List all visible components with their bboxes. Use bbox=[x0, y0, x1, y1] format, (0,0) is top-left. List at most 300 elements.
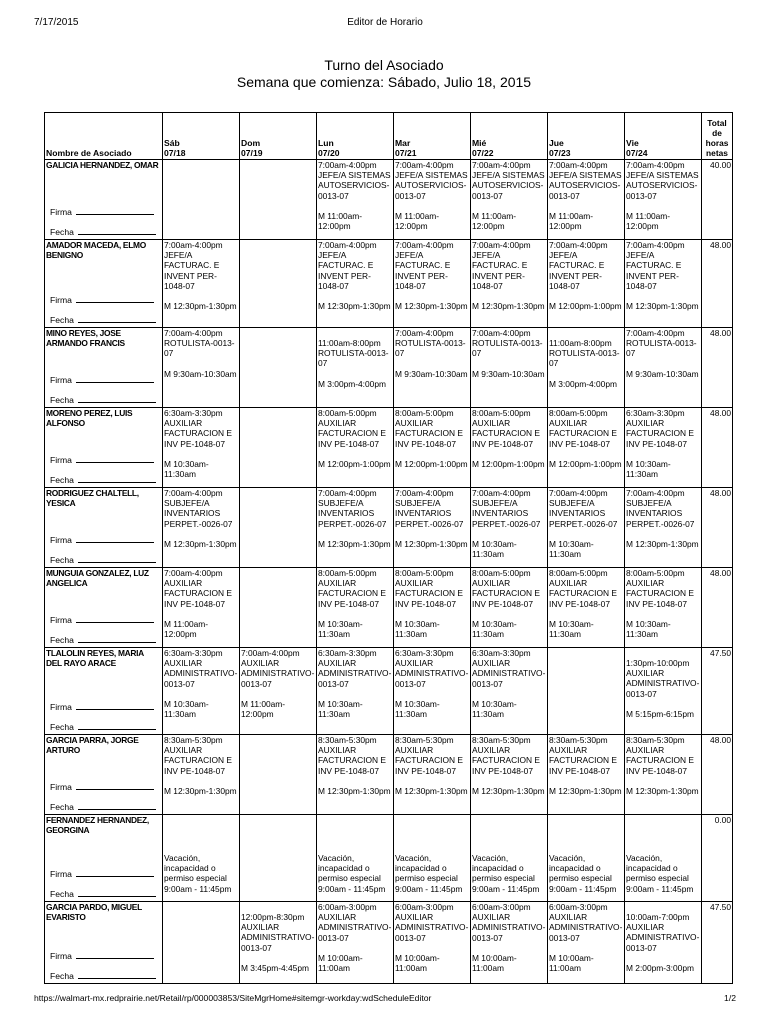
shift-time: 6:00am-3:00pm bbox=[395, 902, 454, 912]
table-row bbox=[45, 240, 733, 328]
table-row bbox=[45, 328, 733, 408]
shift-role: AUXILIAR FACTURACION E INV PE-1048-07 bbox=[549, 745, 617, 776]
date-line bbox=[50, 395, 156, 405]
meal-break: M 10:00am-11:00am bbox=[549, 952, 594, 974]
meal-break: M 12:30pm-1:30pm bbox=[472, 301, 545, 312]
document-title-block bbox=[0, 57, 768, 91]
shift-cell bbox=[548, 568, 625, 648]
date-label: Fecha bbox=[50, 554, 74, 565]
shift-time: 7:00am-4:00pm bbox=[472, 488, 531, 498]
meal-break: M 10:30am-11:30am bbox=[472, 538, 517, 560]
signature-label: Firma bbox=[50, 294, 72, 305]
meal-break: M 10:00am-11:00am bbox=[395, 952, 440, 974]
meal-break: M 10:30am-11:30am bbox=[164, 458, 209, 480]
shift-role: JEFE/A FACTURAC. E INVENT PER-1048-07 bbox=[164, 250, 220, 291]
meal-break: M 5:15pm-6:15pm bbox=[626, 708, 694, 719]
shift-cell bbox=[394, 160, 471, 240]
shift-cell bbox=[471, 648, 548, 735]
meal-break: M 12:30pm-1:30pm bbox=[318, 301, 391, 312]
meal-break: M 12:30pm-1:30pm bbox=[164, 538, 237, 549]
print-header bbox=[34, 17, 736, 31]
shift-role: JEFE/A FACTURAC. E INVENT PER-1048-07 bbox=[549, 250, 605, 291]
date-rule bbox=[78, 729, 156, 730]
shift-role: AUXILIAR ADMINISTRATIVO-0013-07 bbox=[626, 668, 700, 699]
shift-time: 7:00am-4:00pm bbox=[395, 328, 454, 338]
shift-cell bbox=[240, 902, 317, 984]
shift-cell bbox=[317, 568, 394, 648]
shift-cell bbox=[317, 328, 394, 408]
date-line bbox=[50, 315, 156, 325]
shift-cell bbox=[394, 568, 471, 648]
total-hours-header: Total de horas netas bbox=[702, 113, 733, 160]
meal-break: M 12:30pm-1:30pm bbox=[395, 301, 468, 312]
signature-rule bbox=[76, 462, 154, 463]
table-row bbox=[45, 160, 733, 240]
shift-cell bbox=[548, 240, 625, 328]
total-hours: 0.00 bbox=[702, 815, 733, 902]
meal-break: M 12:30pm-1:30pm bbox=[626, 785, 699, 796]
signature-rule bbox=[76, 709, 154, 710]
shift-role: JEFE/A SISTEMAS AUTOSERVICIOS-0013-07 bbox=[549, 170, 622, 201]
shift-cell bbox=[240, 240, 317, 328]
leave-entry: Vacación, incapacidad o permiso especial 9:00am - 11:45pm bbox=[472, 853, 540, 894]
shift-cell bbox=[625, 488, 702, 568]
date-rule bbox=[78, 234, 156, 235]
shift-role: AUXILIAR ADMINISTRATIVO-0013-07 bbox=[241, 658, 315, 689]
leave-entry: Vacación, incapacidad o permiso especial 9:00am - 11:45pm bbox=[626, 853, 694, 894]
shift-role: AUXILIAR FACTURACION E INV PE-1048-07 bbox=[164, 578, 232, 609]
cell-spacer bbox=[318, 328, 392, 338]
shift-role: ROTULISTA-0013-07 bbox=[472, 338, 543, 359]
shift-time: 7:00am-4:00pm bbox=[472, 328, 531, 338]
day-header: Lun 07/20 bbox=[317, 113, 394, 160]
meal-break: M 3:45pm-4:45pm bbox=[241, 962, 309, 973]
day-header: Mar 07/21 bbox=[394, 113, 471, 160]
meal-break: M 9:30am-10:30am bbox=[626, 368, 699, 379]
shift-cell bbox=[394, 902, 471, 984]
shift-time: 8:00am-5:00pm bbox=[472, 568, 531, 578]
shift-role: JEFE/A FACTURAC. E INVENT PER-1048-07 bbox=[395, 250, 451, 291]
shift-cell bbox=[625, 568, 702, 648]
shift-cell bbox=[163, 488, 240, 568]
meal-break: M 9:30am-10:30am bbox=[472, 368, 545, 379]
meal-break: M 12:30pm-1:30pm bbox=[626, 301, 699, 312]
meal-break: M 10:30am-11:30am bbox=[549, 618, 594, 640]
meal-break: M 9:30am-10:30am bbox=[395, 368, 468, 379]
signature-label: Firma bbox=[50, 206, 72, 217]
signature-label: Firma bbox=[50, 534, 72, 545]
employee-name: GARCIA PARRA, JORGE ARTURO bbox=[46, 735, 139, 756]
shift-cell bbox=[625, 735, 702, 815]
shift-cell bbox=[625, 648, 702, 735]
signature-line bbox=[50, 782, 154, 792]
leave-entry: Vacación, incapacidad o permiso especial 9:00am - 11:45pm bbox=[318, 853, 386, 894]
meal-break: M 12:30pm-1:30pm bbox=[549, 785, 622, 796]
date-rule bbox=[78, 322, 156, 323]
date-line bbox=[50, 227, 156, 237]
employee-name: GARCIA PARDO, MIGUEL EVARISTO bbox=[46, 902, 142, 923]
shift-cell bbox=[240, 648, 317, 735]
shift-role: JEFE/A SISTEMAS AUTOSERVICIOS-0013-07 bbox=[472, 170, 545, 201]
meal-break: M 12:00pm-1:00pm bbox=[549, 458, 622, 469]
shift-time: 11:00am-8:00pm bbox=[318, 338, 381, 348]
shift-time: 10:00am-7:00pm bbox=[626, 912, 690, 922]
shift-role: JEFE/A SISTEMAS AUTOSERVICIOS-0013-07 bbox=[395, 170, 468, 201]
shift-cell bbox=[240, 328, 317, 408]
day-header: Vie 07/24 bbox=[625, 113, 702, 160]
shift-time: 7:00am-4:00pm bbox=[549, 240, 608, 250]
shift-cell bbox=[471, 408, 548, 488]
shift-role: AUXILIAR ADMINISTRATIVO-0013-07 bbox=[549, 912, 623, 943]
shift-cell bbox=[548, 648, 625, 735]
shift-cell bbox=[240, 815, 317, 902]
shift-time: 8:30am-5:30pm bbox=[472, 735, 531, 745]
shift-cell bbox=[548, 902, 625, 984]
day-header: Dom 07/19 bbox=[240, 113, 317, 160]
meal-break: M 12:00pm-1:00pm bbox=[472, 458, 545, 469]
shift-time: 6:00am-3:00pm bbox=[472, 902, 531, 912]
meal-break: M 11:00am-12:00pm bbox=[395, 210, 440, 232]
shift-cell bbox=[394, 240, 471, 328]
meal-break: M 10:30am-11:30am bbox=[472, 618, 517, 640]
shift-cell bbox=[548, 408, 625, 488]
header-row bbox=[45, 113, 733, 160]
signature-rule bbox=[76, 958, 154, 959]
signature-rule bbox=[76, 302, 154, 303]
cell-spacer bbox=[241, 902, 315, 912]
date-rule bbox=[78, 482, 156, 483]
shift-time: 8:30am-5:30pm bbox=[549, 735, 608, 745]
total-hours: 48.00 bbox=[702, 735, 733, 815]
shift-cell bbox=[471, 815, 548, 902]
shift-cell bbox=[317, 408, 394, 488]
table-row bbox=[45, 735, 733, 815]
table-row bbox=[45, 902, 733, 984]
shift-cell bbox=[163, 160, 240, 240]
shift-time: 8:30am-5:30pm bbox=[164, 735, 223, 745]
shift-cell bbox=[163, 648, 240, 735]
shift-role: AUXILIAR FACTURACION E INV PE-1048-07 bbox=[549, 578, 617, 609]
shift-cell bbox=[625, 240, 702, 328]
meal-break: M 12:00pm-1:00pm bbox=[318, 458, 391, 469]
shift-time: 8:30am-5:30pm bbox=[395, 735, 454, 745]
shift-cell bbox=[471, 488, 548, 568]
shift-cell bbox=[394, 648, 471, 735]
date-line bbox=[50, 889, 156, 899]
shift-role: SUBJEFE/A INVENTARIOS PERPET.-0026-07 bbox=[395, 498, 464, 529]
cell-spacer bbox=[626, 902, 700, 912]
day-header: Mié 07/22 bbox=[471, 113, 548, 160]
document-title: Turno del Asociado bbox=[324, 57, 444, 73]
shift-role: SUBJEFE/A INVENTARIOS PERPET.-0026-07 bbox=[626, 498, 695, 529]
page-number: 1/2 bbox=[724, 993, 736, 1003]
shift-time: 7:00am-4:00pm bbox=[626, 160, 685, 170]
meal-break: M 12:00pm-1:00pm bbox=[395, 458, 468, 469]
shift-role: AUXILIAR ADMINISTRATIVO-0013-07 bbox=[318, 912, 392, 943]
employee-name: FERNANDEZ HERNANDEZ, GEORGINA bbox=[46, 815, 149, 836]
shift-time: 6:30am-3:30pm bbox=[164, 408, 223, 418]
employee-cell bbox=[45, 902, 163, 984]
date-line bbox=[50, 722, 156, 732]
signature-rule bbox=[76, 214, 154, 215]
signature-rule bbox=[76, 876, 154, 877]
shift-cell bbox=[471, 902, 548, 984]
date-label: Fecha bbox=[50, 314, 74, 325]
shift-cell bbox=[240, 408, 317, 488]
employee-name: MINO REYES, JOSE ARMANDO FRANCIS bbox=[46, 328, 125, 349]
shift-time: 7:00am-4:00pm bbox=[472, 240, 531, 250]
shift-role: AUXILIAR FACTURACION E INV PE-1048-07 bbox=[626, 578, 694, 609]
shift-role: AUXILIAR ADMINISTRATIVO-0013-07 bbox=[318, 658, 392, 689]
shift-time: 8:00am-5:00pm bbox=[395, 408, 454, 418]
signature-line bbox=[50, 295, 154, 305]
date-rule bbox=[78, 896, 156, 897]
meal-break: M 12:30pm-1:30pm bbox=[472, 785, 545, 796]
shift-cell bbox=[163, 568, 240, 648]
day-header: Jue 07/23 bbox=[548, 113, 625, 160]
signature-rule bbox=[76, 542, 154, 543]
shift-role: AUXILIAR ADMINISTRATIVO-0013-07 bbox=[472, 912, 546, 943]
meal-break: M 12:30pm-1:30pm bbox=[164, 301, 237, 312]
meal-break: M 12:30pm-1:30pm bbox=[164, 785, 237, 796]
shift-role: AUXILIAR FACTURACION E INV PE-1048-07 bbox=[318, 578, 386, 609]
shift-role: AUXILIAR FACTURACION E INV PE-1048-07 bbox=[626, 418, 694, 449]
shift-cell bbox=[394, 735, 471, 815]
employee-name: AMADOR MACEDA, ELMO BENIGNO bbox=[46, 240, 146, 261]
meal-break: M 10:30am-11:30am bbox=[626, 618, 671, 640]
date-rule bbox=[78, 809, 156, 810]
employee-cell bbox=[45, 408, 163, 488]
shift-cell bbox=[625, 160, 702, 240]
shift-role: ROTULISTA-0013-07 bbox=[626, 338, 697, 359]
shift-role: ROTULISTA-0013-07 bbox=[395, 338, 466, 359]
signature-rule bbox=[76, 789, 154, 790]
date-line bbox=[50, 802, 156, 812]
date-label: Fecha bbox=[50, 226, 74, 237]
table-row bbox=[45, 568, 733, 648]
shift-time: 7:00am-4:00pm bbox=[549, 160, 608, 170]
meal-break: M 12:00pm-1:00pm bbox=[549, 301, 622, 312]
shift-role: AUXILIAR FACTURACION E INV PE-1048-07 bbox=[164, 418, 232, 449]
date-line bbox=[50, 475, 156, 485]
shift-role: ROTULISTA-0013-07 bbox=[164, 338, 235, 359]
day-header: Sáb 07/18 bbox=[163, 113, 240, 160]
shift-role: AUXILIAR FACTURACION E INV PE-1048-07 bbox=[472, 418, 540, 449]
shift-cell bbox=[163, 902, 240, 984]
shift-cell bbox=[625, 408, 702, 488]
shift-time: 11:00am-8:00pm bbox=[549, 338, 612, 348]
shift-role: AUXILIAR FACTURACION E INV PE-1048-07 bbox=[164, 745, 232, 776]
shift-cell bbox=[625, 815, 702, 902]
shift-time: 7:00am-4:00pm bbox=[164, 328, 223, 338]
shift-role: ROTULISTA-0013-07 bbox=[549, 348, 620, 369]
shift-cell bbox=[317, 815, 394, 902]
employee-cell bbox=[45, 815, 163, 902]
shift-time: 7:00am-4:00pm bbox=[164, 240, 223, 250]
signature-label: Firma bbox=[50, 701, 72, 712]
meal-break: M 12:30pm-1:30pm bbox=[626, 538, 699, 549]
leave-entry: Vacación, incapacidad o permiso especial 9:00am - 11:45pm bbox=[164, 853, 232, 894]
signature-rule bbox=[76, 382, 154, 383]
shift-time: 8:00am-5:00pm bbox=[549, 568, 608, 578]
shift-time: 12:00pm-8:30pm bbox=[241, 912, 305, 922]
shift-cell bbox=[240, 735, 317, 815]
table-row bbox=[45, 488, 733, 568]
signature-line bbox=[50, 869, 154, 879]
date-rule bbox=[78, 562, 156, 563]
meal-break: M 12:30pm-1:30pm bbox=[318, 785, 391, 796]
total-hours: 48.00 bbox=[702, 408, 733, 488]
shift-role: JEFE/A FACTURAC. E INVENT PER-1048-07 bbox=[318, 250, 374, 291]
signature-line bbox=[50, 207, 154, 217]
employee-column-header: Nombre de Asociado bbox=[45, 113, 163, 160]
shift-time: 7:00am-4:00pm bbox=[626, 328, 685, 338]
shift-cell bbox=[625, 902, 702, 984]
total-hours: 47.50 bbox=[702, 902, 733, 984]
employee-name: GALICIA HERNANDEZ, OMAR bbox=[46, 160, 159, 170]
date-rule bbox=[78, 642, 156, 643]
signature-label: Firma bbox=[50, 374, 72, 385]
employee-cell bbox=[45, 648, 163, 735]
shift-role: AUXILIAR FACTURACION E INV PE-1048-07 bbox=[549, 418, 617, 449]
signature-label: Firma bbox=[50, 950, 72, 961]
shift-role: AUXILIAR FACTURACION E INV PE-1048-07 bbox=[395, 745, 463, 776]
shift-cell bbox=[317, 160, 394, 240]
shift-role: AUXILIAR FACTURACION E INV PE-1048-07 bbox=[472, 578, 540, 609]
shift-time: 8:00am-5:00pm bbox=[395, 568, 454, 578]
meal-break: M 3:00pm-4:00pm bbox=[549, 378, 617, 389]
meal-break: M 10:00am-11:00am bbox=[318, 952, 363, 974]
signature-rule bbox=[76, 622, 154, 623]
employee-cell bbox=[45, 568, 163, 648]
shift-role: AUXILIAR ADMINISTRATIVO-0013-07 bbox=[241, 922, 315, 953]
meal-break: M 10:30am-11:30am bbox=[395, 618, 440, 640]
shift-time: 7:00am-4:00pm bbox=[241, 648, 300, 658]
shift-role: SUBJEFE/A INVENTARIOS PERPET.-0026-07 bbox=[318, 498, 387, 529]
employee-cell bbox=[45, 328, 163, 408]
leave-entry: Vacación, incapacidad o permiso especial 9:00am - 11:45pm bbox=[549, 853, 617, 894]
shift-cell bbox=[625, 328, 702, 408]
table-row bbox=[45, 815, 733, 902]
shift-role: AUXILIAR ADMINISTRATIVO-0013-07 bbox=[395, 912, 469, 943]
date-line bbox=[50, 971, 156, 981]
print-footer bbox=[34, 993, 736, 1007]
date-label: Fecha bbox=[50, 801, 74, 812]
total-hours: 48.00 bbox=[702, 240, 733, 328]
date-label: Fecha bbox=[50, 721, 74, 732]
signature-line bbox=[50, 375, 154, 385]
date-line bbox=[50, 635, 156, 645]
schedule-table bbox=[44, 112, 733, 984]
shift-role: AUXILIAR FACTURACION E INV PE-1048-07 bbox=[626, 745, 694, 776]
meal-break: M 10:30am-11:30am bbox=[318, 618, 363, 640]
meal-break: M 10:30am-11:30am bbox=[164, 698, 209, 720]
total-hours: 48.00 bbox=[702, 488, 733, 568]
shift-time: 7:00am-4:00pm bbox=[318, 240, 377, 250]
meal-break: M 11:00am-12:00pm bbox=[626, 210, 671, 232]
shift-time: 6:00am-3:00pm bbox=[318, 902, 377, 912]
table-row bbox=[45, 408, 733, 488]
shift-role: AUXILIAR FACTURACION E INV PE-1048-07 bbox=[395, 418, 463, 449]
shift-time: 8:00am-5:00pm bbox=[318, 408, 377, 418]
total-hours: 48.00 bbox=[702, 328, 733, 408]
cell-spacer bbox=[549, 328, 623, 338]
meal-break: M 9:30am-10:30am bbox=[164, 368, 237, 379]
signature-line bbox=[50, 951, 154, 961]
shift-role: AUXILIAR ADMINISTRATIVO-0013-07 bbox=[395, 658, 469, 689]
shift-time: 6:00am-3:00pm bbox=[549, 902, 608, 912]
shift-role: AUXILIAR FACTURACION E INV PE-1048-07 bbox=[318, 745, 386, 776]
meal-break: M 10:30am-11:30am bbox=[395, 698, 440, 720]
date-label: Fecha bbox=[50, 970, 74, 981]
meal-break: M 10:30am-11:30am bbox=[318, 698, 363, 720]
shift-cell bbox=[471, 328, 548, 408]
meal-break: M 10:30am-11:30am bbox=[472, 698, 517, 720]
shift-cell bbox=[548, 160, 625, 240]
date-label: Fecha bbox=[50, 474, 74, 485]
employee-cell bbox=[45, 240, 163, 328]
meal-break: M 10:30am-11:30am bbox=[626, 458, 671, 480]
signature-line bbox=[50, 455, 154, 465]
total-hours: 40.00 bbox=[702, 160, 733, 240]
shift-time: 7:00am-4:00pm bbox=[395, 240, 454, 250]
shift-cell bbox=[163, 735, 240, 815]
shift-cell bbox=[471, 735, 548, 815]
signature-line bbox=[50, 702, 154, 712]
shift-role: JEFE/A FACTURAC. E INVENT PER-1048-07 bbox=[472, 250, 528, 291]
shift-role: JEFE/A SISTEMAS AUTOSERVICIOS-0013-07 bbox=[318, 170, 391, 201]
schedule-body bbox=[45, 160, 733, 984]
shift-cell bbox=[394, 815, 471, 902]
shift-time: 6:30am-3:30pm bbox=[318, 648, 377, 658]
shift-role: SUBJEFE/A INVENTARIOS PERPET.-0026-07 bbox=[472, 498, 541, 529]
meal-break: M 11:00am-12:00pm bbox=[164, 618, 209, 640]
date-line bbox=[50, 555, 156, 565]
shift-time: 7:00am-4:00pm bbox=[164, 488, 223, 498]
shift-cell bbox=[471, 568, 548, 648]
shift-cell bbox=[394, 328, 471, 408]
meal-break: M 12:30pm-1:30pm bbox=[395, 785, 468, 796]
shift-role: AUXILIAR ADMINISTRATIVO-0013-07 bbox=[164, 658, 238, 689]
shift-role: AUXILIAR FACTURACION E INV PE-1048-07 bbox=[472, 745, 540, 776]
shift-cell bbox=[394, 488, 471, 568]
signature-line bbox=[50, 535, 154, 545]
page-url: https://walmart-mx.redprairie.net/Retail/rp/000003853/SiteMgrHome#sitemgr-workday:wdScheduleEditor bbox=[34, 993, 432, 1003]
shift-time: 6:30am-3:30pm bbox=[164, 648, 223, 658]
shift-role: AUXILIAR FACTURACION E INV PE-1048-07 bbox=[318, 418, 386, 449]
date-label: Fecha bbox=[50, 634, 74, 645]
total-hours: 48.00 bbox=[702, 568, 733, 648]
employee-name: RODRIGUEZ CHALTELL, YESICA bbox=[46, 488, 139, 509]
signature-label: Firma bbox=[50, 781, 72, 792]
signature-label: Firma bbox=[50, 614, 72, 625]
date-rule bbox=[78, 402, 156, 403]
shift-time: 7:00am-4:00pm bbox=[164, 568, 223, 578]
date-label: Fecha bbox=[50, 394, 74, 405]
shift-cell bbox=[163, 815, 240, 902]
shift-cell bbox=[240, 488, 317, 568]
shift-cell bbox=[471, 240, 548, 328]
meal-break: M 10:00am-11:00am bbox=[472, 952, 517, 974]
signature-label: Firma bbox=[50, 868, 72, 879]
shift-role: JEFE/A SISTEMAS AUTOSERVICIOS-0013-07 bbox=[626, 170, 699, 201]
shift-time: 8:30am-5:30pm bbox=[318, 735, 377, 745]
leave-entry: Vacación, incapacidad o permiso especial 9:00am - 11:45pm bbox=[395, 853, 463, 894]
employee-cell bbox=[45, 488, 163, 568]
shift-role: AUXILIAR FACTURACION E INV PE-1048-07 bbox=[395, 578, 463, 609]
shift-cell bbox=[317, 488, 394, 568]
shift-time: 8:00am-5:00pm bbox=[626, 568, 685, 578]
